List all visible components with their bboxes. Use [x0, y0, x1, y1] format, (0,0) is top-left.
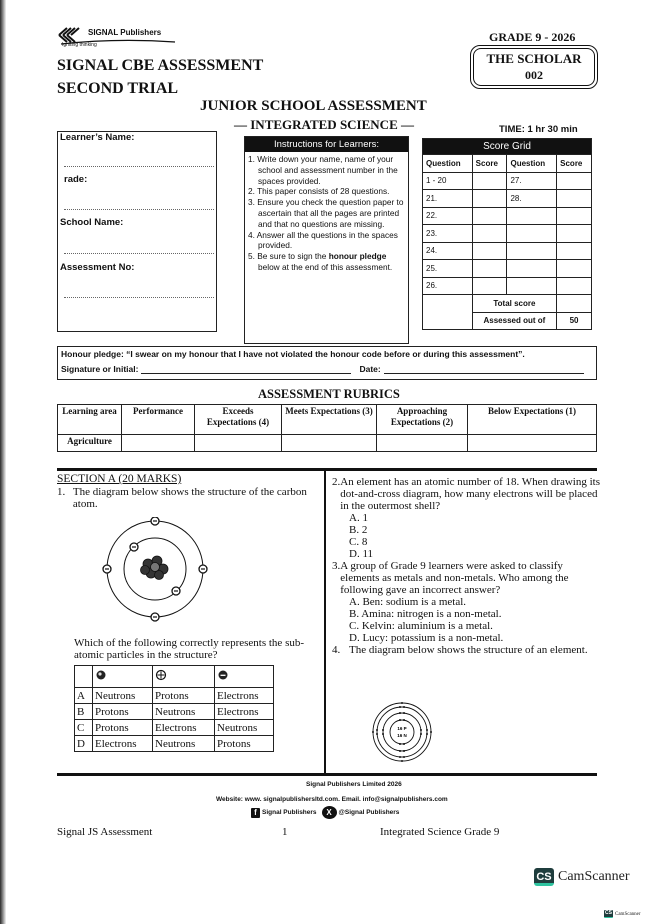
score-cell[interactable] — [472, 242, 507, 260]
option-row-d[interactable] — [75, 736, 274, 752]
x-handle: @Signal Publishers — [338, 809, 400, 816]
publisher-logo-text: SIGNAL Publishers — [88, 28, 162, 37]
question-number: 4. — [332, 644, 341, 656]
option-cell: Neutrons — [215, 720, 274, 736]
assessment-no-label: Assessment No: — [60, 262, 135, 273]
grid-question: 22. — [423, 207, 473, 225]
grade-year: GRADE 9 - 2026 — [489, 30, 576, 44]
section-bottom-divider — [57, 773, 597, 776]
rubric-header: Learning area — [58, 405, 122, 435]
signature-field[interactable] — [141, 366, 351, 374]
grade-label: rade: — [64, 174, 88, 185]
total-score-label: Total score — [472, 295, 556, 313]
blank-cell — [423, 295, 473, 330]
grid-question — [507, 277, 557, 295]
option-d[interactable]: D. 11 — [349, 548, 374, 560]
grid-question — [507, 207, 557, 225]
rubrics-table — [57, 404, 597, 452]
score-cell[interactable] — [557, 172, 592, 190]
score-cell[interactable] — [472, 190, 507, 208]
grade-field[interactable] — [64, 209, 214, 210]
exam-title: JUNIOR SCHOOL ASSESSMENT — [200, 98, 427, 114]
subject-title: — INTEGRATED SCIENCE — — [234, 117, 414, 132]
footer-left: Signal JS Assessment — [57, 826, 153, 838]
footer-right: Integrated Science Grade 9 — [380, 826, 500, 838]
rubric-cell[interactable] — [377, 435, 468, 452]
option-cell: Electrons — [93, 736, 153, 752]
option-c[interactable]: C. Kelvin: aluminium is a metal. — [349, 620, 493, 632]
question-number: 1. — [57, 486, 66, 498]
question-1-prompt: Which of the following correctly represents the sub-atomic particles in the structure? — [74, 637, 305, 661]
honour-pledge-emphasis: honour pledge — [328, 251, 387, 262]
instruction-item: 3. Ensure you check the question paper to ascertain that all the pages are printed and that no questions are missing. — [248, 197, 404, 229]
option-a[interactable]: A. Ben: sodium is a metal. — [349, 596, 467, 608]
subatomic-options-table — [74, 665, 274, 752]
score-cell[interactable] — [557, 207, 592, 225]
school-name-field[interactable] — [64, 253, 214, 254]
option-row-b[interactable] — [75, 704, 274, 720]
instructions-box — [244, 136, 409, 344]
question-number: 3. — [332, 560, 341, 572]
proton-plus-icon — [153, 666, 215, 688]
col-score: Score — [557, 155, 592, 173]
score-cell[interactable] — [472, 277, 507, 295]
question-2-options — [332, 512, 602, 560]
grid-question: 21. — [423, 190, 473, 208]
question-3-options — [332, 596, 602, 644]
facebook-handle: Signal Publishers — [262, 809, 317, 816]
total-score-cell[interactable] — [557, 295, 592, 313]
camscanner-watermark — [534, 868, 630, 886]
score-cell[interactable] — [557, 190, 592, 208]
col-question: Question — [423, 155, 473, 173]
footer-contact: Website: www. signalpublishersltd.com. Email. info@signalpublishers.com — [216, 796, 448, 803]
option-letter: A — [75, 688, 93, 704]
rubric-header: Approaching Expectations (2) — [377, 405, 468, 435]
page-number: 1 — [282, 826, 288, 838]
badge-title: THE SCHOLAR — [486, 51, 582, 66]
column-divider — [324, 469, 326, 775]
learner-name-field[interactable] — [64, 166, 214, 167]
option-cell: Neutrons — [93, 688, 153, 704]
camscanner-text: CamScanner — [558, 869, 630, 884]
option-row-a[interactable] — [75, 688, 274, 704]
camscanner-logo-icon: CS — [534, 868, 554, 886]
section-divider — [57, 468, 597, 471]
signature-label: Signature or Initial: — [61, 364, 139, 374]
grid-question — [507, 225, 557, 243]
rubrics-title: ASSESSMENT RUBRICS — [258, 387, 400, 401]
option-row-c[interactable] — [75, 720, 274, 736]
option-cell: Protons — [153, 688, 215, 704]
assessed-out-of-label: Assessed out of — [472, 312, 556, 330]
rubric-header: Exceeds Expectations (4) — [195, 405, 282, 435]
question-text: An element has an atomic number of 18. When drawing its dot-and-cross diagram, how many electrons will be placed in the outermost shell? — [340, 476, 601, 512]
question-3 — [332, 560, 602, 596]
option-c[interactable]: C. 8 — [349, 536, 368, 548]
section-a-title: SECTION A (20 MARKS) — [57, 473, 182, 485]
publisher-tagline: Igniting thinking — [62, 42, 97, 48]
scan-edge — [0, 0, 6, 924]
grid-question: 23. — [423, 225, 473, 243]
footer-social — [251, 806, 399, 819]
instruction-item: 4. Answer all the questions in the spaces provided. — [248, 229, 398, 251]
question-text: The diagram below shows the structure of the carbon atom. — [72, 486, 307, 510]
option-a[interactable]: A. 1 — [349, 512, 368, 524]
option-letter: D — [75, 736, 93, 752]
option-cell: Protons — [93, 704, 153, 720]
score-cell[interactable] — [557, 242, 592, 260]
option-cell: Neutrons — [153, 736, 215, 752]
option-b[interactable]: B. 2 — [349, 524, 368, 536]
score-grid — [422, 138, 592, 330]
facebook-icon: f — [251, 808, 260, 818]
svg-text:16 P: 16 P — [397, 726, 407, 731]
grid-question: 28. — [507, 190, 557, 208]
question-number: 2. — [332, 476, 341, 488]
option-d[interactable]: D. Lucy: potassium is a non-metal. — [349, 632, 504, 644]
trial-label: SECOND TRIAL — [57, 80, 179, 97]
carbon-atom-diagram — [100, 517, 210, 622]
learner-details-box — [57, 131, 217, 332]
footer-company: Signal Publishers Limited 2026 — [306, 781, 402, 788]
option-cell: Neutrons — [153, 704, 215, 720]
camscanner-small-watermark — [604, 910, 641, 918]
score-cell[interactable] — [557, 260, 592, 278]
question-text: The diagram below shows the structure of an element. — [349, 644, 588, 656]
x-twitter-icon: X — [322, 806, 337, 819]
grid-question: 1 - 20 — [423, 172, 473, 190]
question-1 — [57, 486, 317, 510]
svg-text:16 N: 16 N — [397, 733, 407, 738]
option-b[interactable]: B. Amina: nitrogen is a non-metal. — [349, 608, 502, 620]
neutron-symbol-icon — [93, 666, 153, 688]
assessment-title: SIGNAL CBE ASSESSMENT — [57, 57, 264, 74]
score-cell[interactable] — [472, 225, 507, 243]
rubric-header: Performance — [122, 405, 195, 435]
grid-question — [507, 260, 557, 278]
option-cell: Electrons — [215, 688, 274, 704]
question-2 — [332, 476, 602, 512]
date-field[interactable] — [384, 366, 584, 374]
score-cell[interactable] — [472, 207, 507, 225]
instruction-item: 5. Be sure to sign the honour pledge below at the end of this assessment. — [248, 251, 393, 272]
rubric-cell[interactable] — [195, 435, 282, 452]
rubric-header: Meets Expectations (3) — [282, 405, 377, 435]
grid-question: 25. — [423, 260, 473, 278]
question-4 — [332, 644, 602, 656]
electron-minus-icon — [215, 666, 274, 688]
rubric-cell[interactable] — [122, 435, 195, 452]
col-score: Score — [472, 155, 507, 173]
blank-cell — [75, 666, 93, 688]
instruction-item: 2. This paper consists of 28 questions. — [248, 186, 390, 197]
instruction-item: 1. Write down your name, name of your school and assessment number in the spaces provided. — [248, 154, 398, 186]
exam-time: TIME: 1 hr 30 min — [499, 124, 578, 135]
score-grid-heading: Score Grid — [423, 139, 592, 155]
school-name-label: School Name: — [60, 217, 124, 228]
camscanner-small-logo-icon: CS — [605, 910, 612, 916]
option-cell: Electrons — [153, 720, 215, 736]
grid-question: 26. — [423, 277, 473, 295]
score-cell[interactable] — [472, 260, 507, 278]
assessment-no-field[interactable] — [64, 297, 214, 298]
score-cell[interactable] — [557, 277, 592, 295]
option-cell: Protons — [215, 736, 274, 752]
option-letter: C — [75, 720, 93, 736]
question-text: A group of Grade 9 learners were asked to classify elements as metals and non-metals. Who among the following gave an incorrect answer? — [340, 560, 569, 596]
right-column-questions — [332, 476, 602, 656]
option-cell: Protons — [93, 720, 153, 736]
grid-question: 27. — [507, 172, 557, 190]
honour-pledge-box — [57, 346, 597, 380]
option-cell: Electrons — [215, 704, 274, 720]
element-shell-diagram — [368, 700, 436, 764]
rubric-cell[interactable] — [282, 435, 377, 452]
score-cell[interactable] — [557, 225, 592, 243]
rubric-header: Below Expectations (1) — [468, 405, 597, 435]
col-question: Question — [507, 155, 557, 173]
camscanner-small-text: CamScanner — [615, 911, 641, 917]
rubric-cell[interactable] — [468, 435, 597, 452]
instructions-heading: Instructions for Learners: — [245, 137, 408, 152]
score-cell[interactable] — [472, 172, 507, 190]
scholar-badge — [470, 45, 598, 89]
rubric-learning-area: Agriculture — [58, 435, 122, 452]
honour-pledge-text: Honour pledge: “I swear on my honour that I have not violated the honour code before or during this assessment”. — [61, 349, 525, 359]
assessed-out-of-value: 50 — [557, 312, 592, 330]
grid-question — [507, 242, 557, 260]
learner-name-label: Learner’s Name: — [60, 132, 135, 143]
grid-question: 24. — [423, 242, 473, 260]
date-label: Date: — [359, 364, 381, 374]
badge-number: 002 — [525, 68, 543, 82]
option-letter: B — [75, 704, 93, 720]
